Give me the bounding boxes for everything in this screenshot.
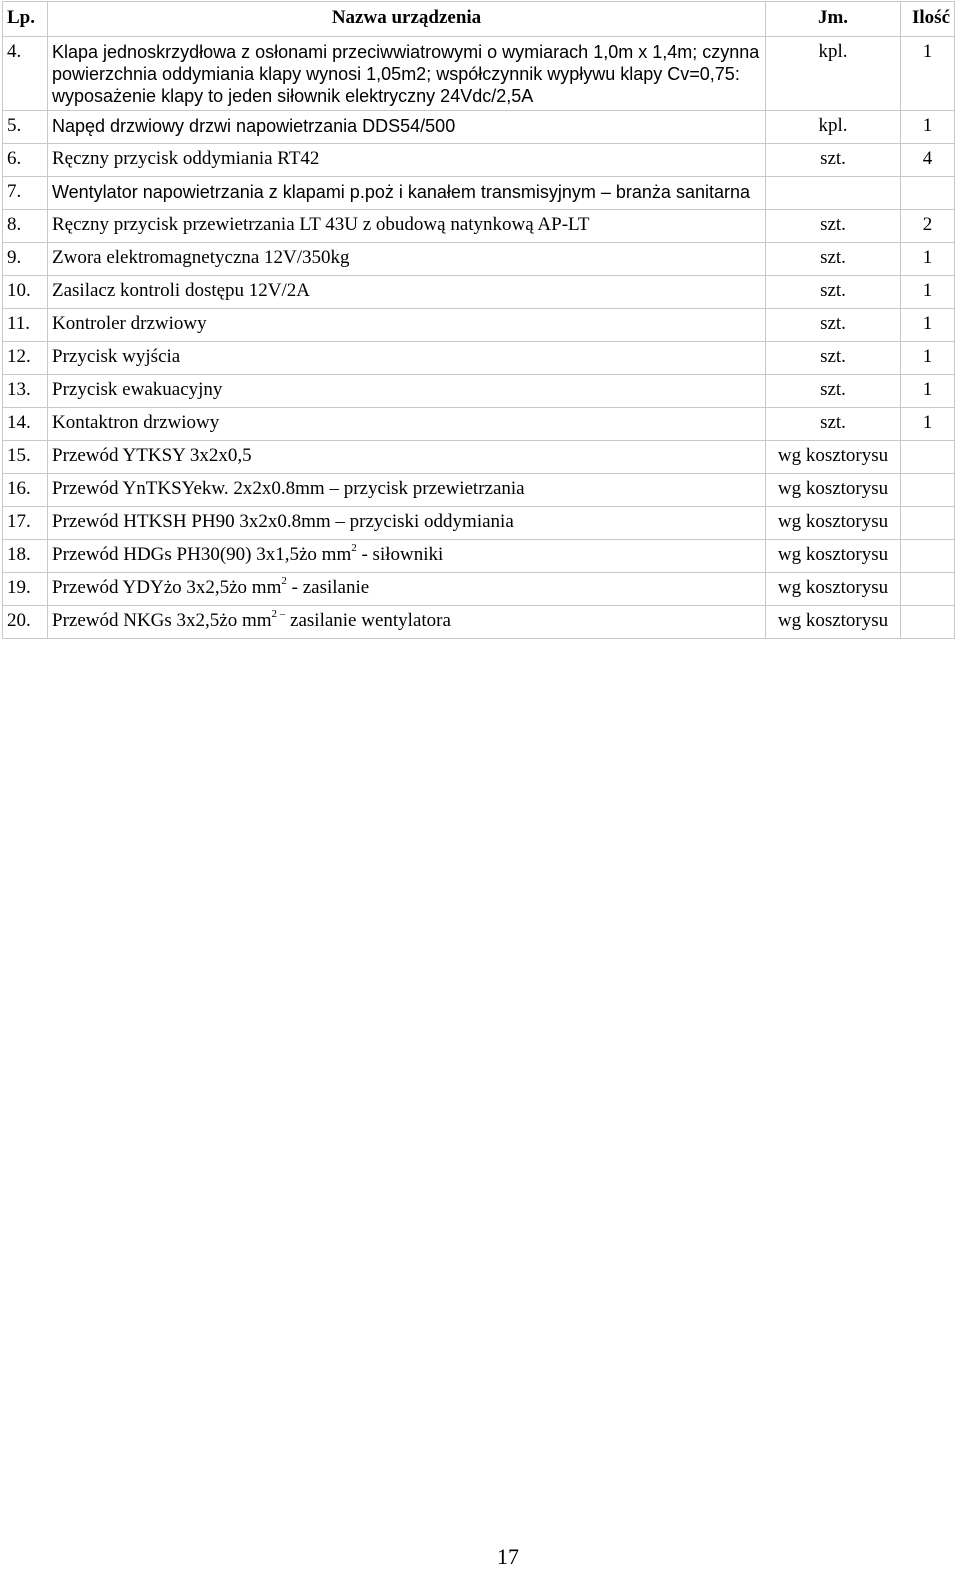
row-unit: wg kosztorysu — [766, 441, 901, 474]
row-lp: 18. — [3, 540, 48, 573]
row-name: Przewód YTKSY 3x2x0,5 — [48, 441, 766, 474]
table-row — [3, 342, 955, 375]
row-lp: 12. — [3, 342, 48, 375]
row-unit — [766, 177, 901, 210]
row-unit: szt. — [766, 276, 901, 309]
row-lp: 10. — [3, 276, 48, 309]
row-name — [48, 573, 766, 606]
row-unit: kpl. — [766, 37, 901, 111]
row-qty: 1 — [901, 243, 955, 276]
row-qty — [901, 507, 955, 540]
row-lp: 13. — [3, 375, 48, 408]
row-qty: 1 — [901, 276, 955, 309]
row-unit: kpl. — [766, 111, 901, 144]
row-name — [48, 540, 766, 573]
name-text-suffix: - siłowniki — [356, 544, 444, 565]
row-qty: 4 — [901, 144, 955, 177]
row-qty — [901, 177, 955, 210]
row-unit: wg kosztorysu — [766, 474, 901, 507]
row-name: Klapa jednoskrzydłowa z osłonami przeciwwiatrowymi o wymiarach 1,0m x 1,4m; czynna powierzchnia oddymiania klapy wynosi 1,05m2; współczynnik wypływu klapy Cv=0,75: wyposażenie klapy to jeden siłownik elektryczny 24Vdc/2,5A — [48, 37, 766, 111]
row-lp: 9. — [3, 243, 48, 276]
table-row — [3, 177, 955, 210]
row-lp: 4. — [3, 37, 48, 111]
table-row — [3, 474, 955, 507]
row-lp: 20. — [3, 606, 48, 639]
row-unit: wg kosztorysu — [766, 540, 901, 573]
row-lp: 15. — [3, 441, 48, 474]
row-name: Wentylator napowietrzania z klapami p.poż i kanałem transmisyjnym – branża sanitarna — [48, 177, 766, 210]
row-unit: wg kosztorysu — [766, 507, 901, 540]
row-lp: 7. — [3, 177, 48, 210]
page-number: 17 — [497, 1544, 519, 1569]
row-qty — [901, 573, 955, 606]
superscript-exponent: 2 — [351, 541, 357, 554]
row-lp: 14. — [3, 408, 48, 441]
name-text: Przewód YDYżo 3x2,5żo mm — [52, 577, 282, 598]
row-name: Przewód YnTKSYekw. 2x2x0.8mm – przycisk przewietrzania — [48, 474, 766, 507]
row-qty: 1 — [901, 342, 955, 375]
header-unit: Jm. — [766, 2, 901, 37]
table-row — [3, 37, 955, 111]
table-row — [3, 144, 955, 177]
row-unit: szt. — [766, 309, 901, 342]
row-unit: szt. — [766, 210, 901, 243]
row-lp: 17. — [3, 507, 48, 540]
name-text-suffix: zasilanie wentylatora — [285, 610, 451, 631]
table-row — [3, 210, 955, 243]
header-name: Nazwa urządzenia — [48, 2, 766, 37]
header-lp: Lp. — [3, 2, 48, 37]
row-name: Ręczny przycisk przewietrzania LT 43U z obudową natynkową AP-LT — [48, 210, 766, 243]
row-name: Zasilacz kontroli dostępu 12V/2A — [48, 276, 766, 309]
name-text-suffix: - zasilanie — [286, 577, 370, 598]
row-lp: 19. — [3, 573, 48, 606]
row-qty: 1 — [901, 408, 955, 441]
table-row — [3, 441, 955, 474]
row-qty — [901, 540, 955, 573]
table-row — [3, 309, 955, 342]
superscript-exponent: 2 – — [271, 607, 286, 620]
table-row — [3, 540, 955, 573]
row-name: Napęd drzwiowy drzwi napowietrzania DDS54/500 — [48, 111, 766, 144]
table-row — [3, 573, 955, 606]
row-qty: 2 — [901, 210, 955, 243]
row-unit: wg kosztorysu — [766, 573, 901, 606]
row-qty — [901, 606, 955, 639]
equipment-table — [2, 1, 955, 639]
table-header-row — [3, 2, 955, 37]
table-row — [3, 111, 955, 144]
name-text: Przewód NKGs 3x2,5żo mm — [52, 610, 272, 631]
row-lp: 5. — [3, 111, 48, 144]
row-lp: 8. — [3, 210, 48, 243]
superscript-exponent: 2 — [281, 574, 287, 587]
row-lp: 16. — [3, 474, 48, 507]
row-lp: 6. — [3, 144, 48, 177]
table-row — [3, 507, 955, 540]
row-name: Kontaktron drzwiowy — [48, 408, 766, 441]
row-qty — [901, 441, 955, 474]
row-unit: szt. — [766, 408, 901, 441]
table-row — [3, 276, 955, 309]
row-name: Kontroler drzwiowy — [48, 309, 766, 342]
row-unit: wg kosztorysu — [766, 606, 901, 639]
row-unit: szt. — [766, 243, 901, 276]
row-qty — [901, 474, 955, 507]
name-text: Przewód HDGs PH30(90) 3x1,5żo mm — [52, 544, 352, 565]
row-qty: 1 — [901, 111, 955, 144]
table-row — [3, 606, 955, 639]
row-name: Przycisk wyjścia — [48, 342, 766, 375]
row-qty: 1 — [901, 37, 955, 111]
row-name: Przycisk ewakuacyjny — [48, 375, 766, 408]
row-name: Przewód HTKSH PH90 3x2x0.8mm – przyciski oddymiania — [48, 507, 766, 540]
row-unit: szt. — [766, 342, 901, 375]
row-name: Ręczny przycisk oddymiania RT42 — [48, 144, 766, 177]
row-unit: szt. — [766, 375, 901, 408]
table-row — [3, 375, 955, 408]
row-qty: 1 — [901, 309, 955, 342]
row-qty: 1 — [901, 375, 955, 408]
row-lp: 11. — [3, 309, 48, 342]
table-row — [3, 243, 955, 276]
table-row — [3, 408, 955, 441]
header-qty: Ilość — [901, 2, 955, 37]
row-name: Zwora elektromagnetyczna 12V/350kg — [48, 243, 766, 276]
row-name — [48, 606, 766, 639]
row-unit: szt. — [766, 144, 901, 177]
